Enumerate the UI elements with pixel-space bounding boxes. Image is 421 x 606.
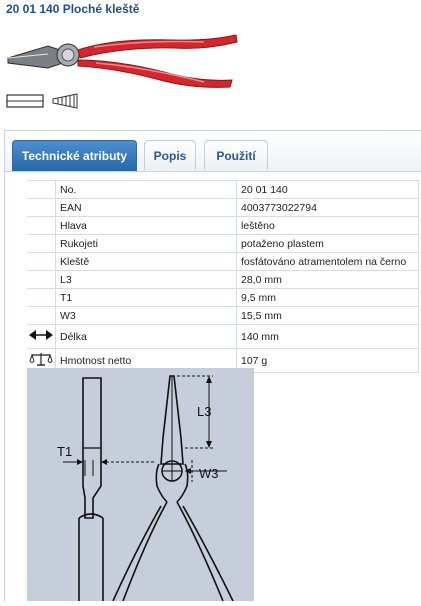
attribute-value: 9,5 mm bbox=[237, 289, 419, 307]
attribute-label: W3 bbox=[56, 307, 237, 325]
attribute-value: potaženo plastem bbox=[237, 235, 419, 253]
table-row bbox=[27, 181, 419, 199]
attribute-label: L3 bbox=[56, 271, 237, 289]
tab-technical-attributes[interactable]: Technické atributy bbox=[12, 140, 137, 171]
pliers-dimension-diagram bbox=[27, 368, 254, 601]
l3-label: L3 bbox=[197, 404, 212, 419]
attribute-label: T1 bbox=[56, 289, 237, 307]
tab-usage[interactable]: Použití bbox=[204, 140, 268, 170]
table-row bbox=[27, 253, 419, 271]
attribute-label: Hlava bbox=[56, 217, 237, 235]
attribute-value: 15,5 mm bbox=[237, 307, 419, 325]
scale-icon bbox=[29, 351, 53, 367]
table-row bbox=[27, 307, 419, 325]
table-row bbox=[27, 271, 419, 289]
table-row bbox=[27, 199, 419, 217]
attribute-value: 20 01 140 bbox=[237, 181, 419, 199]
attribute-label: Hmotnost netto bbox=[56, 349, 237, 373]
t1-label: T1 bbox=[57, 444, 73, 459]
tab-description[interactable]: Popis bbox=[144, 140, 196, 170]
attribute-label: Rukojeti bbox=[56, 235, 237, 253]
attribute-value: 4003773022794 bbox=[237, 199, 419, 217]
table-row bbox=[27, 325, 419, 349]
length-arrows-icon bbox=[28, 328, 54, 342]
attribute-label: Délka bbox=[56, 325, 237, 349]
dimension-drawing bbox=[27, 368, 254, 601]
attribute-label: EAN bbox=[56, 199, 237, 217]
attribute-value: 28,0 mm bbox=[237, 271, 419, 289]
flat-jaw-profile-icon bbox=[6, 93, 44, 109]
table-row bbox=[27, 289, 419, 307]
w3-label: W3 bbox=[199, 466, 219, 481]
table-row bbox=[27, 235, 419, 253]
pliers-image bbox=[4, 30, 239, 88]
attribute-value: fosfátováno atramentolem na černo bbox=[237, 253, 419, 271]
table-row bbox=[27, 217, 419, 235]
attribute-label: Kleště bbox=[56, 253, 237, 271]
tab-bar bbox=[5, 131, 421, 172]
product-title: 20 01 140 Ploché kleště bbox=[6, 2, 140, 16]
ribbed-jaw-profile-icon bbox=[52, 93, 78, 109]
attribute-value: leštěno bbox=[237, 217, 419, 235]
attributes-table bbox=[27, 180, 419, 373]
product-details-panel bbox=[4, 130, 421, 601]
attribute-value: 107 g bbox=[237, 349, 419, 373]
attribute-label: No. bbox=[56, 181, 237, 199]
attribute-value: 140 mm bbox=[237, 325, 419, 349]
